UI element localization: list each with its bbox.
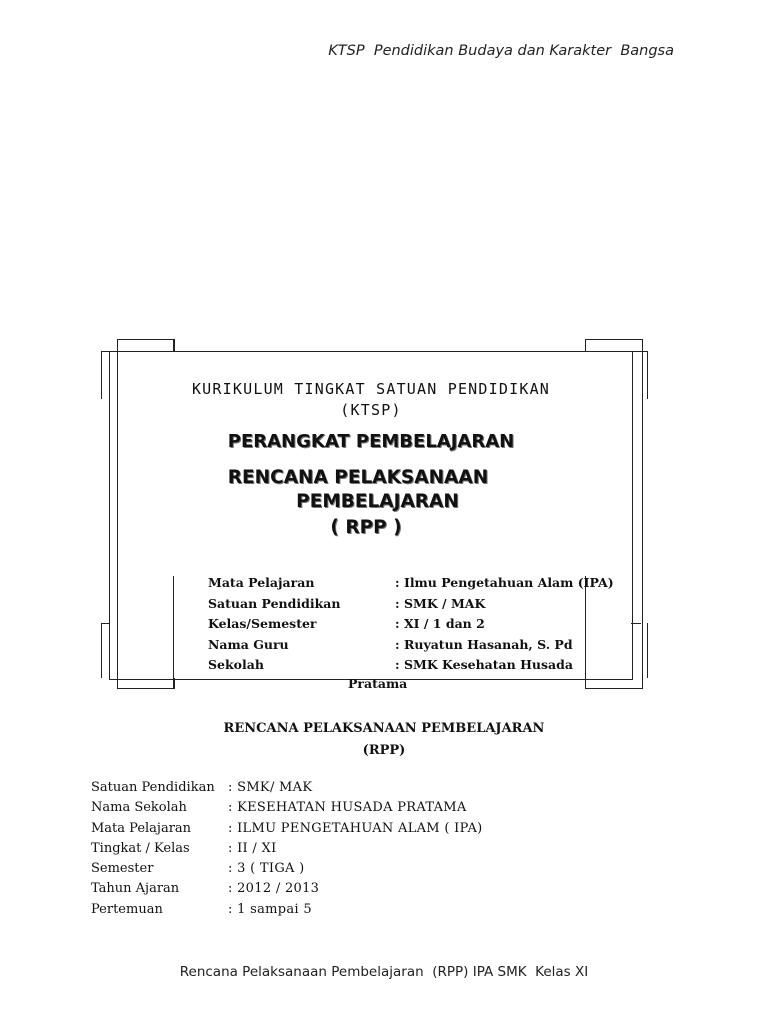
detail-label: Mata Pelajaran [91, 820, 192, 836]
info-value: : XI / 1 dan 2 [395, 616, 485, 631]
info-label: Mata Pelajaran [208, 575, 315, 590]
detail-value: : SMK/ MAK [228, 780, 313, 795]
frame-corner-tl-cap [117, 339, 175, 352]
frame-corner-tr-cap [585, 339, 643, 352]
detail-row [91, 861, 591, 881]
info-row [208, 616, 628, 637]
detail-label: Semester [91, 861, 154, 877]
frame-corner-br [631, 623, 648, 678]
frame-tick-right-top [585, 339, 586, 351]
info-value-continuation: Pratama [348, 676, 408, 691]
kurikulum-title [109, 379, 633, 421]
kurikulum-line-2: (KTSP) [340, 401, 402, 419]
detail-row [91, 841, 591, 861]
info-value: : SMK / MAK [395, 595, 486, 611]
detail-row [91, 821, 591, 841]
frame-tick-left-top [173, 339, 174, 351]
info-row [208, 637, 628, 658]
rpp-heading-line-1: RENCANA PELAKSANAAN PEMBELAJARAN [223, 721, 545, 736]
detail-label: Tingkat / Kelas [91, 840, 190, 856]
info-label: Kelas/Semester [208, 616, 317, 631]
detail-row [91, 881, 591, 901]
detail-row [91, 780, 591, 800]
perangkat-title: PERANGKAT PEMBELAJARAN [227, 431, 515, 452]
info-value: : Ilmu Pengetahuan Alam (IPA) [395, 575, 614, 590]
info-row [208, 575, 628, 596]
rencana-line-1: RENCANA PELAKSANAAN [227, 467, 489, 488]
detail-label: Satuan Pendidikan [91, 780, 215, 795]
detail-label: Nama Sekolah [91, 800, 187, 816]
info-row [208, 596, 628, 617]
frame-corner-br-cap [631, 623, 641, 624]
detail-label: Tahun Ajaran [91, 881, 180, 897]
info-label: Satuan Pendidikan [208, 595, 341, 611]
kurikulum-line-1: KURIKULUM TINGKAT SATUAN PENDIDIKAN [191, 380, 551, 398]
detail-value: : 1 sampai 5 [228, 901, 312, 917]
detail-label: Pertemuan [91, 901, 163, 917]
frame-corner-tr [631, 351, 648, 399]
cover-info-table [208, 575, 628, 678]
rpp-heading [0, 718, 768, 762]
page-header: KTSP Pendidikan Budaya dan Karakter Bangsa [328, 43, 674, 59]
frame-corner-bl-cap [101, 623, 109, 624]
info-row [208, 657, 628, 678]
frame-corner-br-foot [585, 678, 643, 689]
detail-value: : ILMU PENGETAHUAN ALAM ( IPA) [228, 820, 483, 836]
info-label: Nama Guru [208, 636, 289, 652]
rencana-line-3: ( RPP ) [330, 517, 402, 538]
info-value: : Ruyatun Hasanah, S. Pd [395, 636, 573, 652]
detail-value: : KESEHATAN HUSADA PRATAMA [228, 800, 467, 816]
detail-row [91, 800, 591, 820]
detail-value: : 2012 / 2013 [228, 881, 320, 897]
info-value: : SMK Kesehatan Husada [395, 657, 573, 672]
rencana-line-2: PEMBELAJARAN [296, 491, 459, 512]
rpp-heading-line-2: (RPP) [362, 743, 406, 758]
rpp-detail-table [91, 780, 591, 922]
frame-tick-left-bottom [173, 576, 174, 688]
rencana-title [109, 466, 633, 540]
frame-corner-bl [101, 623, 118, 678]
info-label: Sekolah [208, 657, 264, 672]
detail-row [91, 902, 591, 922]
detail-value: : II / XI [228, 840, 277, 856]
frame-corner-bl-foot [117, 678, 175, 689]
detail-value: : 3 ( TIGA ) [228, 861, 305, 877]
page-footer: Rencana Pelaksanaan Pembelajaran (RPP) IPA SMK Kelas XI [179, 964, 589, 980]
